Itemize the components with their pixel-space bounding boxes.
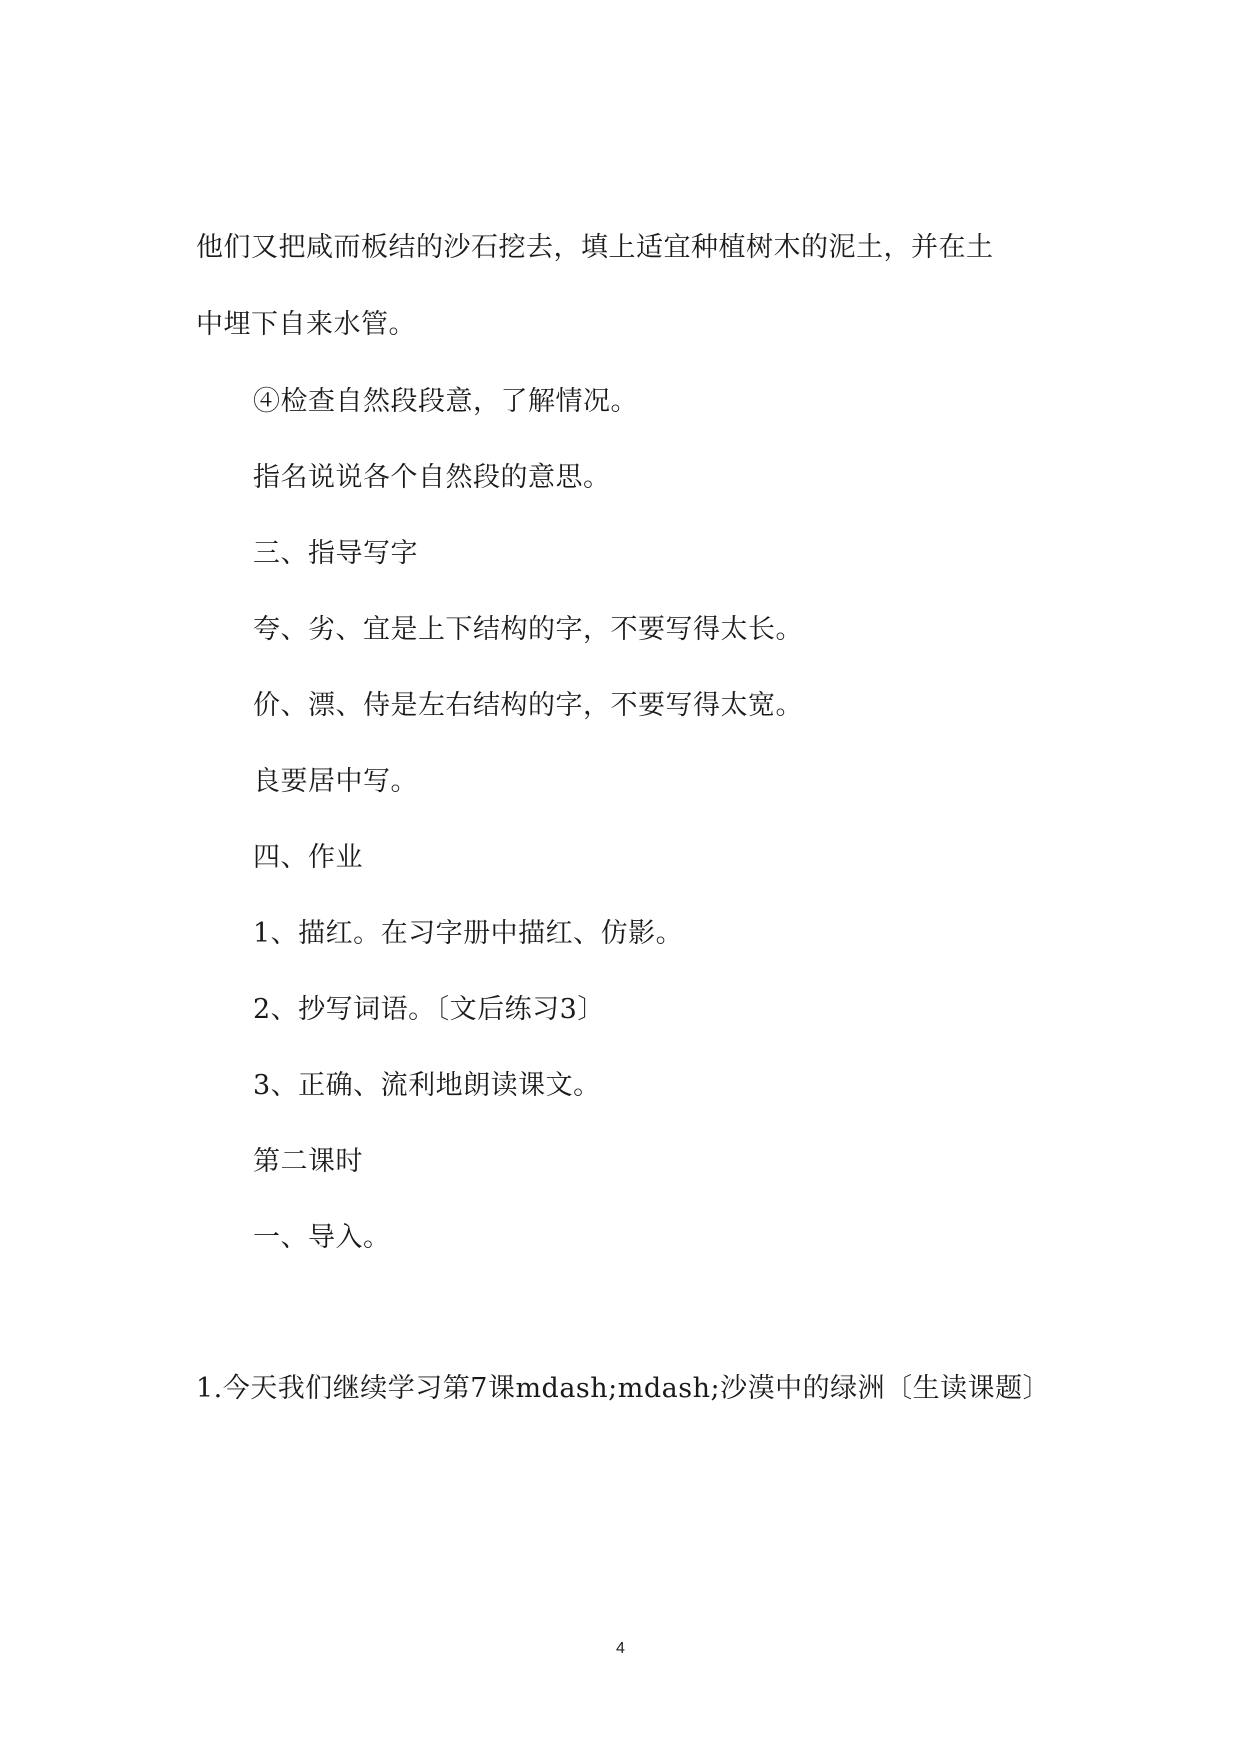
list-item: 3、正确、流利地朗读课文。 [253, 1070, 601, 1101]
section-heading: 四、作业 [253, 842, 363, 873]
section-heading: 三、指导写字 [253, 538, 418, 569]
paragraph-line: 他们又把咸而板结的沙石挖去，填上适宜种植树木的泥土，并在土 [196, 232, 994, 263]
page-number: 4 [616, 1640, 625, 1657]
paragraph-line: 指名说说各个自然段的意思。 [253, 462, 611, 493]
list-item: 2、抄写词语。〔文后练习3〕 [253, 994, 605, 1025]
paragraph-line: ④检查自然段段意，了解情况。 [253, 386, 638, 417]
paragraph-line: 夸、劣、宜是上下结构的字，不要写得太长。 [253, 614, 803, 645]
section-heading: 一、导入。 [253, 1222, 391, 1253]
paragraph-line: 中埋下自来水管。 [196, 309, 416, 340]
paragraph-line: 良要居中写。 [253, 766, 418, 797]
list-item: 1、描红。在习字册中描红、仿影。 [253, 918, 684, 949]
paragraph-line: 价、漂、侍是左右结构的字，不要写得太宽。 [253, 690, 803, 721]
section-heading: 第二课时 [253, 1146, 363, 1177]
paragraph-line: 1.今天我们继续学习第7课mdash;mdash;沙漠中的绿洲〔生读课题〕 [196, 1373, 1051, 1404]
